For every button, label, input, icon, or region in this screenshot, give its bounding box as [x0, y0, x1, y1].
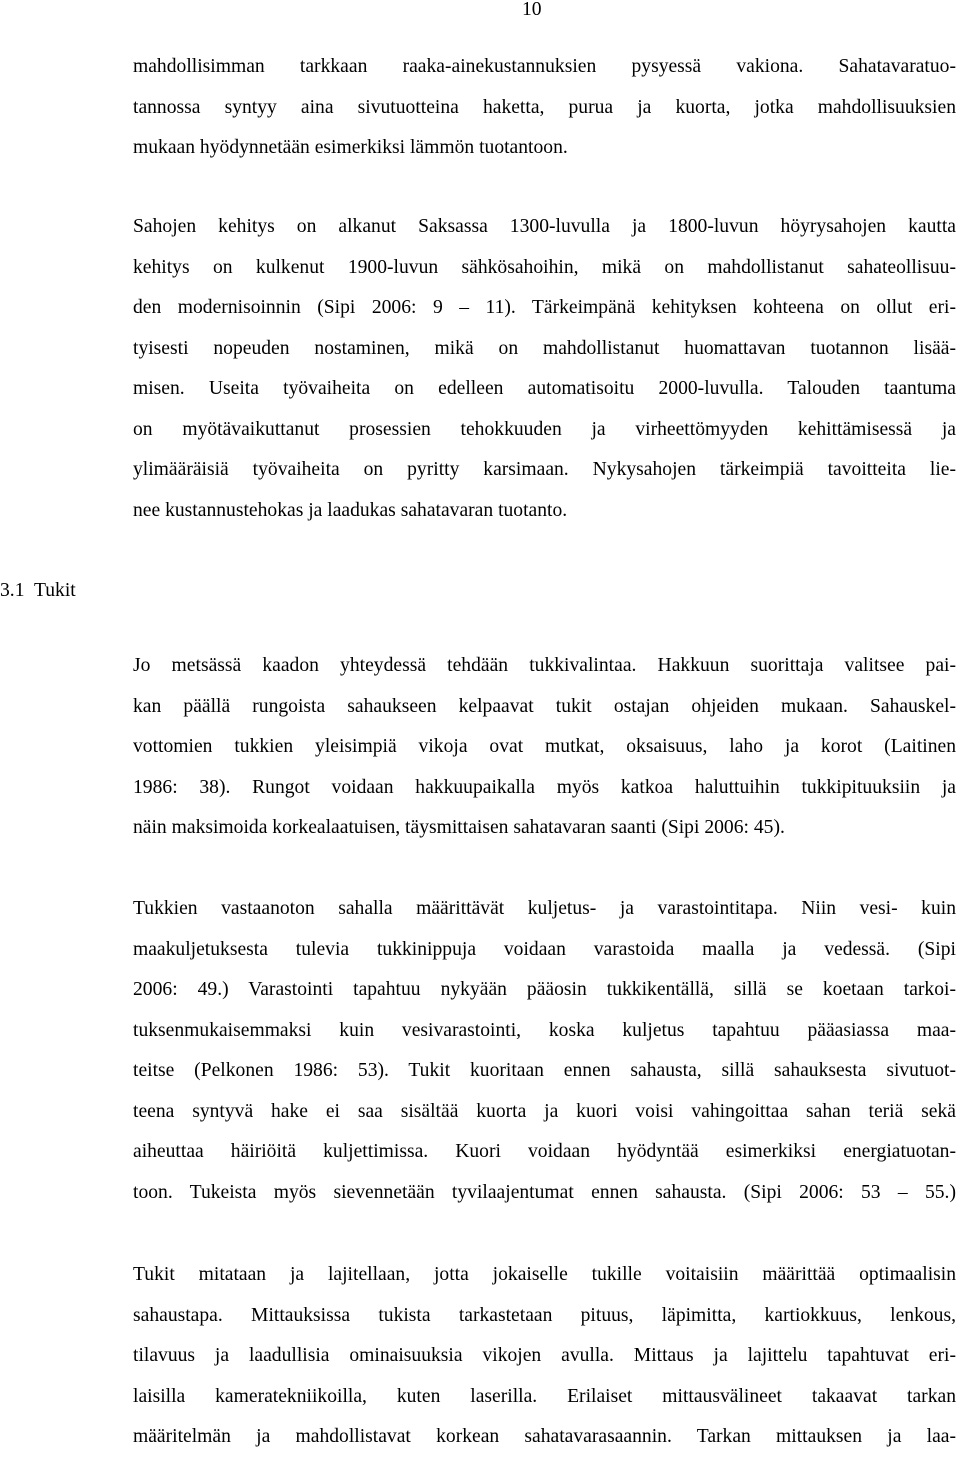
paragraph-line: mahdollisimman tarkkaan raaka-ainekustannuksien pysyessä vakiona. Sahatavaratuo- [133, 56, 956, 77]
paragraph-line: sahaustapa. Mittauksissa tukista tarkastetaan pituus, läpimitta, kartiokkuus, lenkous, [133, 1304, 956, 1326]
paragraph-line: kan päällä rungoista sahaukseen kelpaavat tukit ostajan ohjeiden mukaan. Sahauskel- [133, 695, 956, 717]
paragraph-line: tilavuus ja laadullisia ominaisuuksia vikojen avulla. Mittaus ja lajittelu tapahtuvat eri- [133, 1345, 956, 1366]
paragraph-line: määritelmän ja mahdollistavat korkean sahatavarasaannin. Tarkan mittauksen ja laa- [133, 1426, 956, 1447]
paragraph-5 [133, 1255, 956, 1458]
paragraph-line: teena syntyvä hake ei saa sisältää kuorta ja kuori voisi vahingoittaa sahan teriä sekä [133, 1100, 956, 1122]
paragraph-line: toon. Tukeista myös sievennetään tyvilaajentumat ennen sahausta. (Sipi 2006: 53 – 55.) [133, 1181, 956, 1203]
paragraph-line: mukaan hyödynnetään esimerkiksi lämmön tuotantoon. [133, 137, 568, 158]
section-title: Tukit [33, 580, 76, 601]
paragraph-line: Tukkien vastaanoton sahalla määrittävät kuljetus- ja varastointitapa. Niin vesi- kuin [133, 898, 956, 919]
paragraph-line: on myötävaikuttanut prosessien tehokkuuden ja virheettömyyden kehittämisessä ja [133, 418, 956, 440]
paragraph-4 [133, 889, 956, 1213]
paragraph-3 [133, 646, 956, 849]
paragraph-line: laisilla kameratekniikoilla, kuten laserilla. Erilaiset mittausvälineet takaavat tarkan [133, 1385, 956, 1407]
paragraph-line: den modernisoinnin (Sipi 2006: 9 – 11). Tärkeimpänä kehityksen kohteena on ollut eri- [133, 297, 956, 318]
paragraph-line: nee kustannustehokas ja laadukas sahatavaran tuotanto. [133, 499, 568, 521]
section-number: 3.1 [0, 580, 25, 601]
paragraph-2 [133, 207, 956, 531]
paragraph-line: aiheuttaa häiriöitä kuljettimissa. Kuori voidaan hyödyntää esimerkiksi energiatuotan- [133, 1141, 956, 1162]
paragraph-line: maakuljetuksesta tulevia tukkinippuja voidaan varastoida maalla ja vedessä. (Sipi [133, 938, 956, 960]
section-heading [0, 575, 76, 607]
paragraph-line: Tukit mitataan ja lajitellaan, jotta jokaiselle tukille voitaisiin määrittää optimaalisin [133, 1264, 956, 1285]
paragraph-line: 2006: 49.) Varastointi tapahtuu nykyään pääosin tukkikentällä, sillä se koetaan tarkoi- [133, 979, 956, 1000]
paragraph-line: tannossa syntyy aina sivutuotteina haketta, purua ja kuorta, jotka mahdollisuuksien [133, 96, 956, 118]
paragraph-line: kehitys on kulkenut 1900-luvun sähkösahoihin, mikä on mahdollistanut sahateollisuu- [133, 256, 956, 278]
paragraph-1 [133, 47, 956, 169]
paragraph-line: vottomien tukkien yleisimpiä vikoja ovat mutkat, oksaisuus, laho ja korot (Laitinen [133, 736, 956, 757]
paragraph-line: teitse (Pelkonen 1986: 53). Tukit kuoritaan ennen sahausta, sillä sahauksesta sivutuot- [133, 1060, 956, 1081]
paragraph-line: misen. Useita työvaiheita on edelleen automatisoitu 2000-luvulla. Talouden taantuma [133, 378, 956, 399]
paragraph-line: näin maksimoida korkealaatuisen, täysmittaisen sahatavaran saanti (Sipi 2006: 45). [133, 817, 785, 838]
paragraph-line: ylimääräisiä työvaiheita on pyritty karsimaan. Nykysahojen tärkeimpiä tavoitteita lie- [133, 459, 956, 480]
paragraph-line: tuksenmukaisemmaksi kuin vesivarastointi, koska kuljetus tapahtuu pääasiassa maa- [133, 1019, 956, 1041]
paragraph-line: Sahojen kehitys on alkanut Saksassa 1300-luvulla ja 1800-luvun höyrysahojen kautta [133, 216, 956, 237]
page-number: 10 [522, 0, 542, 20]
paragraph-line: Jo metsässä kaadon yhteydessä tehdään tukkivalintaa. Hakkuun suorittaja valitsee pai- [133, 655, 956, 676]
paragraph-line: tyisesti nopeuden nostaminen, mikä on mahdollistanut huomattavan tuotannon lisää- [133, 337, 956, 359]
paragraph-line: 1986: 38). Rungot voidaan hakkuupaikalla myös katkoa haluttuihin tukkipituuksiin ja [133, 776, 956, 798]
